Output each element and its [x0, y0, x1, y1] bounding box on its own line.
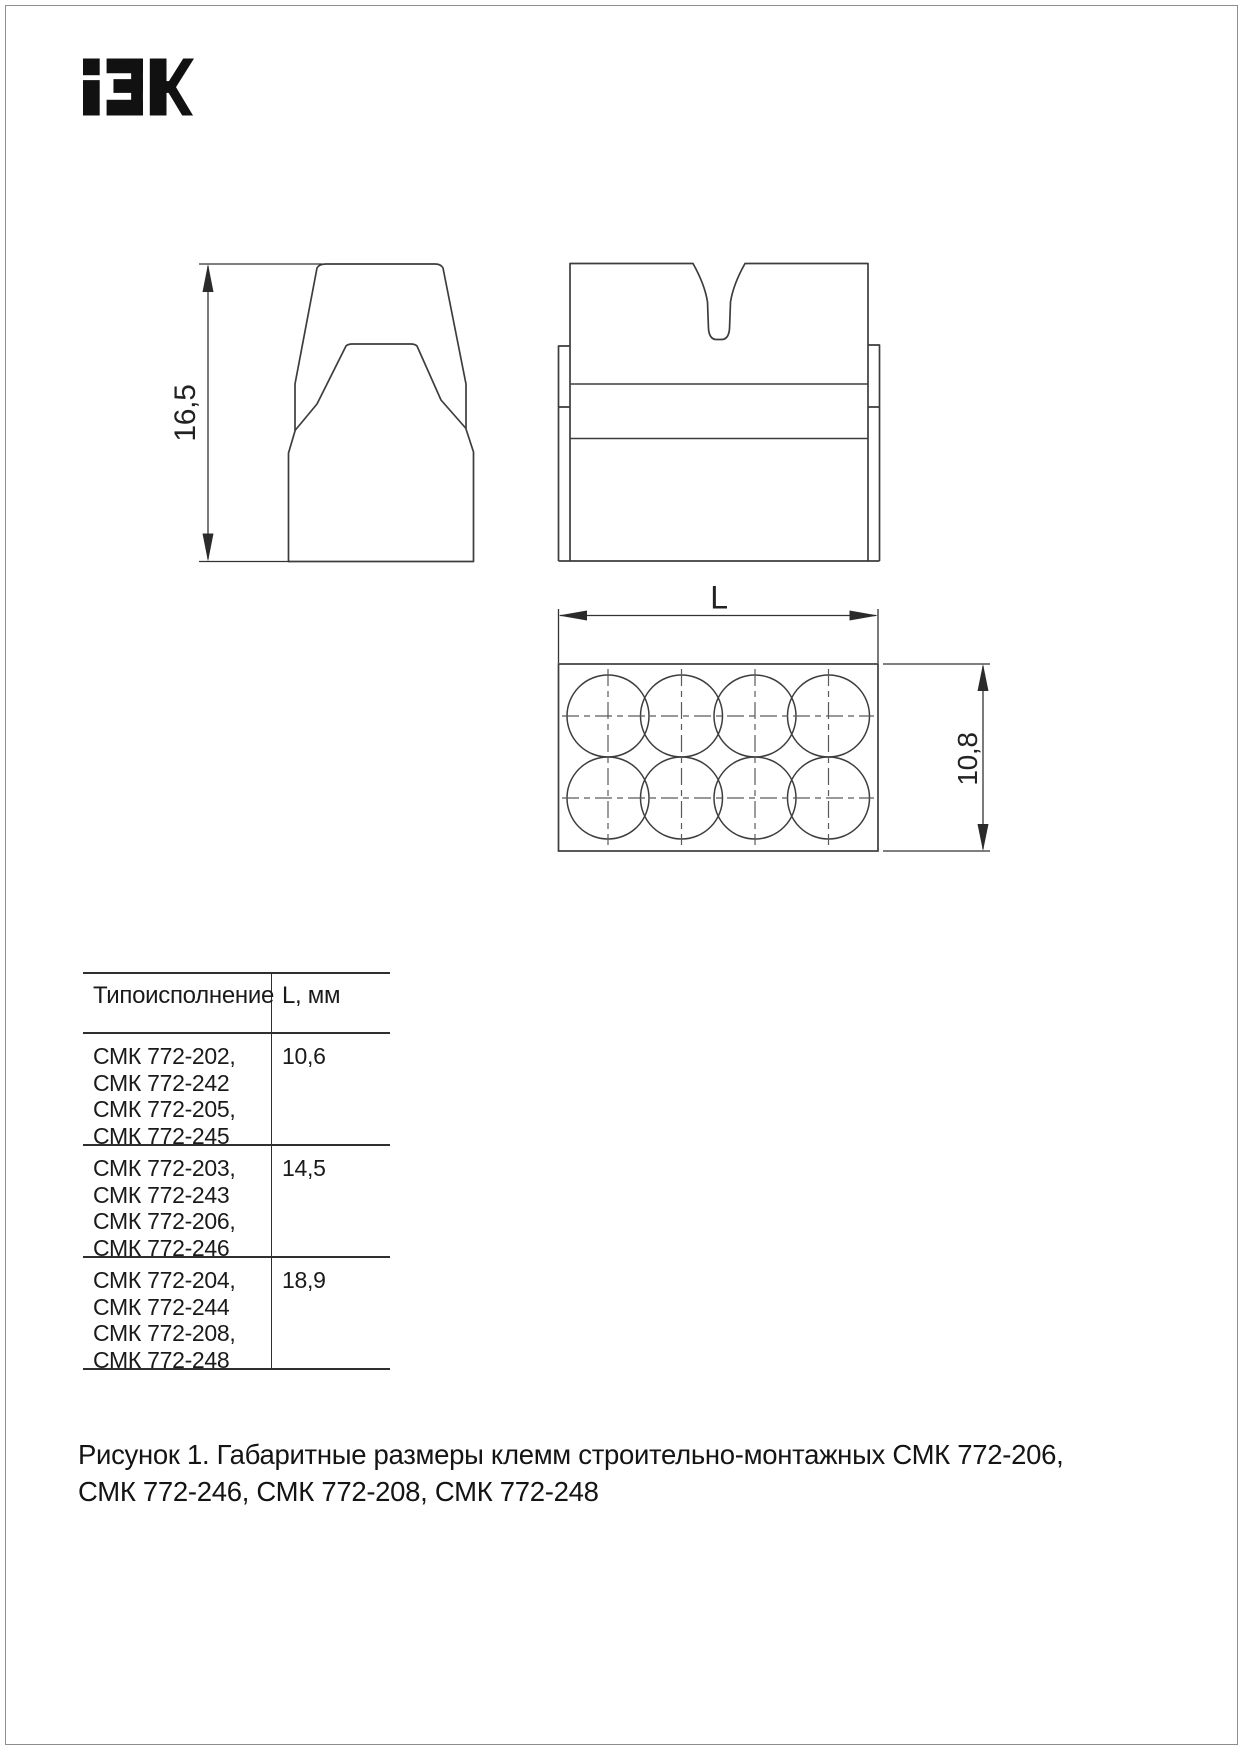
side-view-outline [289, 264, 474, 562]
side-view-drawing [289, 264, 474, 562]
caption-line-2: СМК 772-246, СМК 772-208, СМК 772-248 [78, 1476, 599, 1507]
type-line: СМК 772-248 [93, 1346, 230, 1373]
table-header-type: Типоисполнение [83, 974, 272, 1032]
length-cell: 18,9 [282, 1267, 326, 1293]
table-header-row [83, 972, 390, 1034]
length-cell: 10,6 [282, 1043, 326, 1069]
type-line: СМК 772-245 [93, 1122, 230, 1149]
type-line: СМК 772-202, [93, 1043, 236, 1069]
type-line: СМК 772-243 [93, 1181, 230, 1208]
front-view-right-tab [868, 345, 880, 561]
type-line: СМК 772-244 [93, 1293, 230, 1320]
dim-label-length-L: L [710, 579, 728, 616]
dim-label-width-10-8: 10,8 [952, 732, 983, 786]
arrowhead-right [850, 611, 879, 621]
type-line: СМК 772-242 [93, 1069, 230, 1096]
figure-caption [78, 1436, 1078, 1510]
type-cell [83, 1258, 272, 1373]
type-line: СМК 772-246 [93, 1234, 230, 1261]
type-line: СМК 772-204, [93, 1267, 236, 1293]
type-line: СМК 772-203, [93, 1155, 236, 1181]
arrowhead-up [978, 664, 989, 691]
front-view-left-tab [559, 346, 571, 561]
arrowhead-left [559, 611, 588, 621]
caption-line-1: Рисунок 1. Габаритные размеры клемм строительно-монтажных СМК 772-206, [78, 1439, 1064, 1470]
length-cell: 14,5 [282, 1155, 326, 1181]
bottom-view-holes [567, 675, 870, 839]
bottom-view-dimension-L [559, 609, 879, 663]
side-view-dimension-16-5 [199, 264, 322, 562]
type-line: СМК 772-206, [93, 1208, 236, 1234]
table-row [83, 1146, 390, 1261]
table-header-length: L, мм [282, 982, 341, 1009]
type-line: СМК 772-205, [93, 1096, 236, 1122]
type-cell [83, 1146, 272, 1261]
table-row [83, 1258, 390, 1373]
side-view-inner-line [295, 344, 466, 431]
arrowhead-down [203, 534, 214, 562]
bottom-view-drawing [559, 664, 879, 851]
arrowhead-down [978, 824, 989, 851]
front-view-drawing [559, 264, 880, 562]
spec-table [83, 972, 390, 1373]
front-view-outline-with-notch [570, 264, 868, 562]
arrowhead-up [203, 264, 214, 292]
type-line: СМК 772-208, [93, 1320, 236, 1346]
dim-label-height-16-5: 16,5 [169, 384, 202, 442]
table-row [83, 1034, 390, 1149]
type-cell [83, 1034, 272, 1149]
